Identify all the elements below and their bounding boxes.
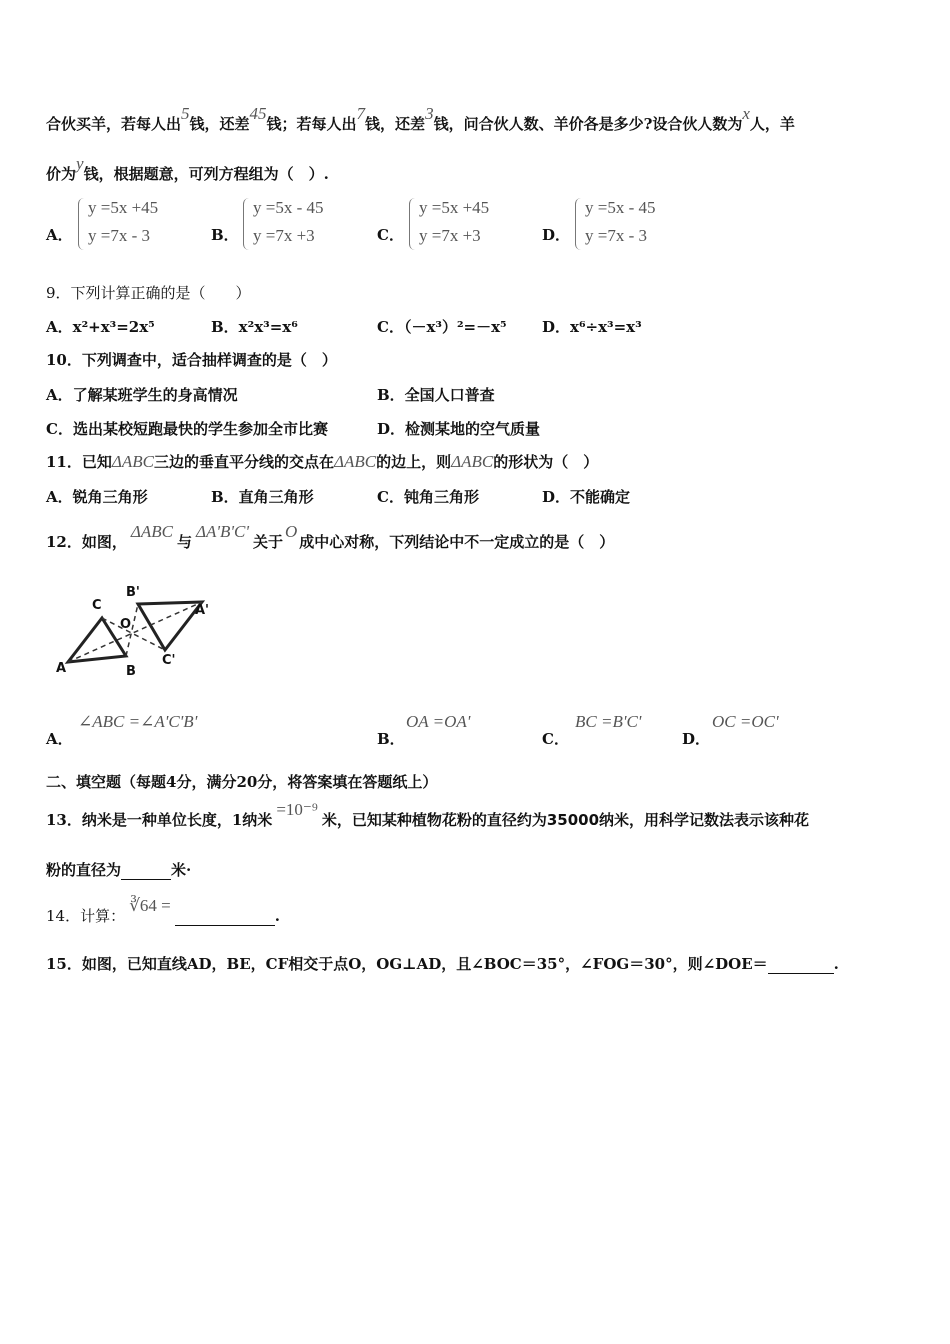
answer-blank[interactable] (768, 957, 834, 974)
triangle-abc-shape (68, 618, 126, 662)
q13-line2: 粉的直径为 米· (46, 861, 192, 879)
triangle-a1b1c1-shape (138, 602, 202, 650)
math-7: 7 (356, 104, 366, 123)
q10-option-a: A．了解某班学生的身高情况 (46, 386, 238, 404)
q10-option-d: D．检测某地的空气质量 (377, 420, 541, 438)
q13-line1: 13．纳米是一种单位长度，1纳米=10⁻⁹米，已知某种植物花粉的直径约为35000纳米，用科学记数法表示该种花 (46, 800, 810, 829)
q9-option-c: C．（－x³）²=－x⁵ (377, 318, 507, 336)
label-c1: C' (162, 653, 176, 668)
triangle-a1b1c1: ΔA'B'C' (195, 522, 249, 541)
math-45: 45 (249, 104, 267, 123)
math-35000: 35000 (546, 811, 600, 829)
q9-option-a: A．x²+x³=2x⁵ (46, 318, 155, 336)
q8-option-a-label: A． (46, 226, 73, 244)
q12-option-d-label: D． (682, 730, 711, 748)
math-5: 5 (181, 104, 190, 123)
q10-option-c: C．选出某校短跑最快的学生参加全市比赛 (46, 420, 328, 438)
q12-option-c-expr: BC =B'C' (575, 712, 642, 731)
line-aa1 (68, 602, 202, 662)
brace-icon (409, 198, 416, 250)
math-x: x (742, 104, 750, 123)
q14-line: 14．计算：∛64 =. (46, 896, 280, 925)
section-2-heading: 二、填空题（每题4分，满分20分，将答案填在答题纸上） (46, 773, 438, 791)
triangle-abc: ΔABC (111, 452, 154, 471)
q8-option-b-label: B． (211, 226, 239, 244)
triangle-abc: ΔABC (333, 452, 377, 471)
math-3: 3 (425, 104, 434, 123)
q9-option-b: B．x²x³=x⁶ (211, 318, 298, 336)
q9-option-d: D．x⁶÷x³=x³ (542, 318, 642, 336)
q12-option-b-expr: OA =OA' (406, 712, 471, 731)
math-cbrt-64: ∛64 = (129, 896, 171, 915)
answer-blank[interactable] (121, 863, 171, 880)
q11-stem: 11．已知ΔABC三边的垂直平分线的交点在ΔABC的边上，则ΔABC的形状为（ ） (46, 452, 599, 471)
q11-option-a: A．锐角三角形 (46, 488, 148, 506)
central-symmetry-figure (50, 572, 230, 682)
brace-icon (575, 198, 582, 250)
math-y: y (76, 154, 84, 173)
q12-option-a-expr: ∠ABC =∠A'C'B' (78, 712, 198, 731)
q12-option-d-expr: OC =OC' (712, 712, 779, 731)
label-a: A (56, 661, 67, 676)
label-b1: B' (126, 585, 140, 600)
q8-line1: 合伙买羊，若每人出5钱，还差45钱；若每人出7钱，还差3钱，问合伙人数、羊价各是多少?设合伙人数为x人，羊 (46, 104, 795, 133)
q12-option-c-label: C． (542, 730, 569, 748)
q10-stem: 10．下列调查中，适合抽样调查的是（ ） (46, 351, 337, 369)
triangle-abc: ΔABC (451, 452, 494, 471)
q11-option-c: C．钝角三角形 (377, 488, 479, 506)
q10-option-b: B．全国人口普查 (377, 386, 495, 404)
point-o: O (285, 522, 298, 541)
label-c: C (92, 598, 102, 613)
math-10-neg9: =10⁻⁹ (276, 800, 318, 819)
triangle-abc: ΔABC (130, 522, 173, 541)
q12-stem: 12．如图，ΔABC与ΔA'B'C'关于O成中心对称，下列结论中不一定成立的是（ ） (46, 522, 615, 551)
q15-line: 15．如图，已知直线AD，BE，CF相交于点O，OG⊥AD，且∠BOC＝35°，∠FOG＝30°，则∠DOE＝ . (46, 955, 839, 973)
label-a1: A' (195, 603, 210, 618)
q11-option-d: D．不能确定 (542, 488, 631, 506)
q12-option-b-label: B． (377, 730, 405, 748)
label-o: O (120, 617, 132, 632)
q11-option-b: B．直角三角形 (211, 488, 314, 506)
answer-blank[interactable] (175, 909, 275, 926)
q8-option-d-label: D． (542, 226, 571, 244)
q9-stem: 9．下列计算正确的是（ ） (46, 284, 251, 302)
label-b: B (126, 664, 136, 679)
brace-icon (78, 198, 85, 250)
q12-option-a-label: A． (46, 730, 73, 748)
q8-line2: 价为y钱，根据题意，可列方程组为（ ）. (46, 154, 329, 183)
q8-option-c-label: C． (377, 226, 404, 244)
brace-icon (243, 198, 250, 250)
